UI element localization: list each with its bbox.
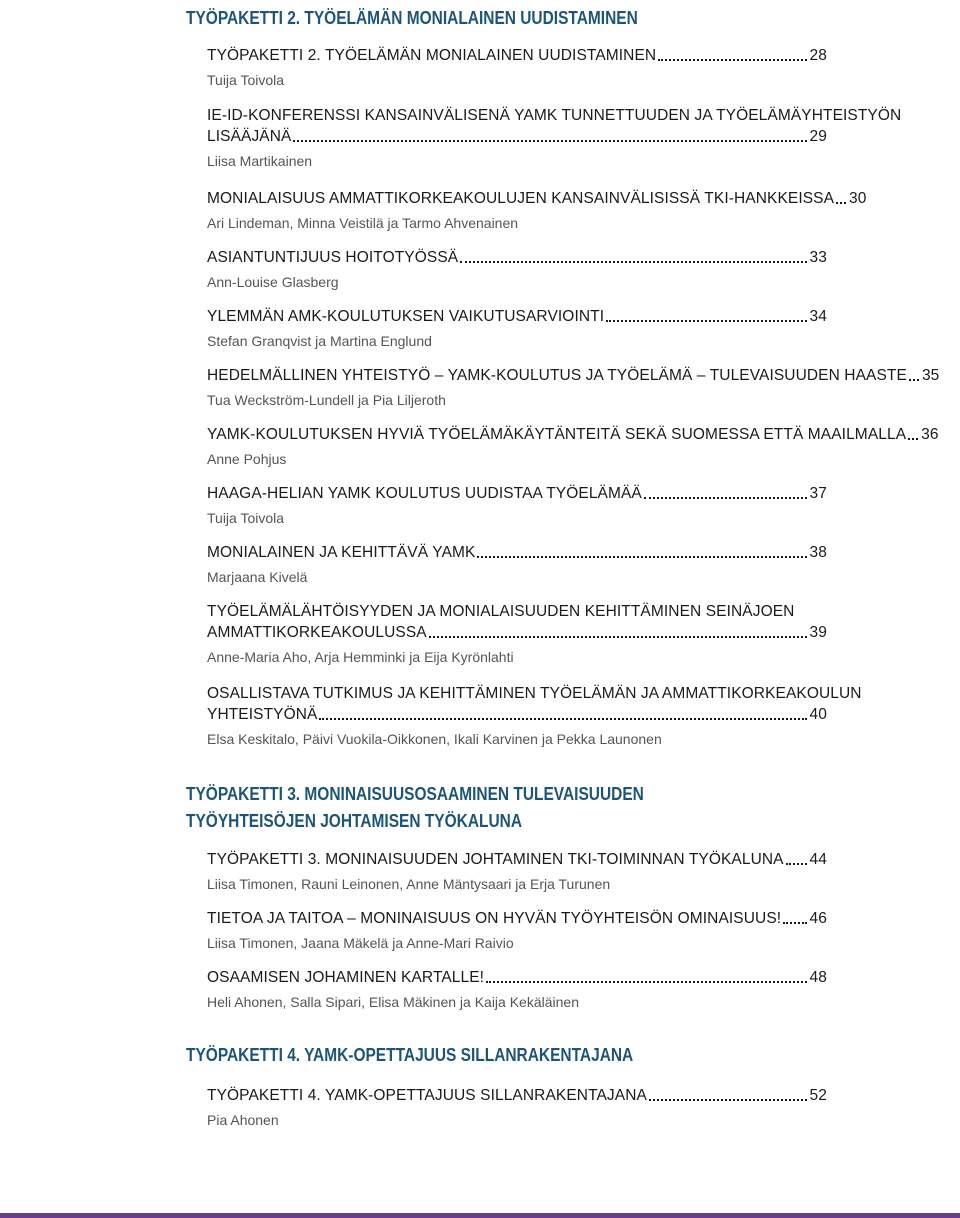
entry-authors: Stefan Granqvist ja Martina Englund <box>207 333 432 349</box>
entry-authors: Anne-Maria Aho, Arja Hemminki ja Eija Kyrönlahti <box>207 649 514 665</box>
page-number: 36 <box>921 426 939 443</box>
entry-title: YLEMMÄN AMK-KOULUTUKSEN VAIKUTUSARVIOINTI <box>207 308 605 325</box>
entry-title: OSAAMISEN JOHAMINEN KARTALLE! <box>207 969 485 986</box>
page-number: 30 <box>849 190 867 207</box>
page-number: 48 <box>809 969 827 986</box>
dot-leader <box>658 59 806 61</box>
section-title: TYÖPAKETTI 4. YAMK-OPETTAJUUS SILLANRAKENTAJANA <box>186 1045 634 1065</box>
page-number: 52 <box>809 1087 827 1104</box>
entry-title-row <box>207 105 902 147</box>
dot-leader <box>909 379 919 381</box>
page-number: 29 <box>809 128 827 145</box>
entry-title: HEDELMÄLLINEN YHTEISTYÖ – YAMK-KOULUTUS JA TYÖELÄMÄ – TULEVAISUUDEN HAASTE <box>207 367 907 384</box>
entry-authors: Heli Ahonen, Salla Sipari, Elisa Mäkinen ja Kaija Kekäläinen <box>207 994 579 1010</box>
dot-leader <box>783 922 806 924</box>
dot-leader <box>606 320 806 322</box>
dot-leader <box>319 718 806 720</box>
entry-title: TYÖPAKETTI 2. TYÖELÄMÄN MONIALAINEN UUDISTAMINEN <box>207 47 657 64</box>
entry-title-line-2: LISÄÄJÄNÄ <box>207 128 292 145</box>
entry-title-line-1: IE-ID-KONFERENSSI KANSAINVÄLISENÄ YAMK TUNNETTUUDEN JA TYÖELÄMÄYHTEISTYÖN <box>207 107 902 124</box>
entry-title-row <box>207 365 940 386</box>
page-number: 38 <box>809 544 827 561</box>
dot-leader <box>786 863 807 865</box>
page-number: 34 <box>809 308 827 325</box>
entry-authors: Elsa Keskitalo, Päivi Vuokila-Oikkonen, Ikali Karvinen ja Pekka Launonen <box>207 731 662 747</box>
page-number: 40 <box>809 706 827 723</box>
toc-entry[interactable] <box>207 1085 827 1130</box>
page-number: 39 <box>809 624 827 641</box>
page-number: 35 <box>921 367 940 384</box>
entry-title-row <box>207 188 867 209</box>
page-number: 33 <box>809 249 827 266</box>
toc-entry[interactable] <box>207 849 827 894</box>
entry-title: MONIALAISUUS AMMATTIKORKEAKOULUJEN KANSAINVÄLISISSÄ TKI-HANKKEISSA <box>207 190 835 207</box>
entry-title-row <box>207 908 827 929</box>
entry-title-row <box>207 247 827 268</box>
entry-authors: Ari Lindeman, Minna Veistilä ja Tarmo Ahvenainen <box>207 215 519 231</box>
entry-title: HAAGA-HELIAN YAMK KOULUTUS UUDISTAA TYÖELÄMÄÄ <box>207 485 642 502</box>
entry-title-row <box>207 424 939 445</box>
dot-leader <box>477 556 806 558</box>
toc-entry[interactable] <box>207 483 827 528</box>
entry-title-row <box>207 967 827 988</box>
entry-authors: Marjaana Kivelä <box>207 569 308 585</box>
dot-leader <box>836 202 846 204</box>
dot-leader <box>293 140 806 142</box>
dot-leader <box>908 438 918 440</box>
entry-title-row <box>207 483 827 504</box>
entry-title: TYÖPAKETTI 3. MONINAISUUDEN JOHTAMINEN TKI-TOIMINNAN TYÖKALUNA <box>207 851 784 868</box>
toc-entry[interactable] <box>207 105 902 171</box>
entry-title: YAMK-KOULUTUKSEN HYVIÄ TYÖELÄMÄKÄYTÄNTEITÄ SEKÄ SUOMESSA ETTÄ MAAILMALLA <box>207 426 907 443</box>
entry-title-line-2: AMMATTIKORKEAKOULUSSA <box>207 624 427 641</box>
toc-entry[interactable] <box>207 601 827 667</box>
entry-title-row <box>207 45 827 66</box>
dot-leader <box>429 636 807 638</box>
toc-entry[interactable] <box>207 247 827 292</box>
entry-title-line-2: YHTEISTYÖNÄ <box>207 706 318 723</box>
entry-authors: Liisa Martikainen <box>207 153 313 169</box>
dot-leader <box>460 261 806 263</box>
entry-title-row <box>207 601 827 643</box>
entry-authors: Tua Weckström-Lundell ja Pia Liljeroth <box>207 392 446 408</box>
entry-title-row <box>207 849 827 870</box>
entry-title-line-1: OSALLISTAVA TUTKIMUS JA KEHITTÄMINEN TYÖELÄMÄN JA AMMATTIKORKEAKOULUN <box>207 685 862 702</box>
entry-authors: Anne Pohjus <box>207 451 287 467</box>
entry-title: ASIANTUNTIJUUS HOITOTYÖSSÄ <box>207 249 459 266</box>
entry-title-row <box>207 1085 827 1106</box>
dot-leader <box>644 497 807 499</box>
page-number: 44 <box>809 851 827 868</box>
footer-rule <box>0 1213 960 1218</box>
toc-entry[interactable] <box>207 188 867 233</box>
page-number: 28 <box>809 47 827 64</box>
page-number: 37 <box>809 485 827 502</box>
toc-entry[interactable] <box>207 424 939 469</box>
toc-entry[interactable] <box>207 908 827 953</box>
entry-title-row <box>207 306 827 327</box>
entry-authors: Ann-Louise Glasberg <box>207 274 339 290</box>
section-title: TYÖPAKETTI 3. MONINAISUUSOSAAMINEN TULEVAISUUDEN TYÖYHTEISÖJEN JOHTAMISEN TYÖKALUNA <box>186 784 644 831</box>
entry-title: TIETOA JA TAITOA – MONINAISUUS ON HYVÄN TYÖYHTEISÖN OMINAISUUS! <box>207 910 782 927</box>
toc-entry[interactable] <box>207 306 827 351</box>
dot-leader <box>486 981 806 983</box>
dot-leader <box>649 1099 807 1101</box>
toc-entry[interactable] <box>207 542 827 587</box>
toc-entry[interactable] <box>207 365 940 410</box>
toc-entry[interactable] <box>207 683 862 749</box>
entry-authors: Liisa Timonen, Rauni Leinonen, Anne Mäntysaari ja Erja Turunen <box>207 876 611 892</box>
section-title: TYÖPAKETTI 2. TYÖELÄMÄN MONIALAINEN UUDISTAMINEN <box>186 8 638 28</box>
page-number: 46 <box>809 910 827 927</box>
entry-authors: Liisa Timonen, Jaana Mäkelä ja Anne-Mari Raivio <box>207 935 514 951</box>
toc-entry[interactable] <box>207 967 827 1012</box>
entry-title-row <box>207 683 862 725</box>
entry-authors: Pia Ahonen <box>207 1112 279 1128</box>
entry-authors: Tuija Toivola <box>207 72 285 88</box>
toc-entry[interactable] <box>207 45 827 90</box>
entry-title-line-1: TYÖELÄMÄLÄHTÖISYYDEN JA MONIALAISUUDEN KEHITTÄMINEN SEINÄJOEN <box>207 603 795 620</box>
entry-authors: Tuija Toivola <box>207 510 285 526</box>
entry-title: TYÖPAKETTI 4. YAMK-OPETTAJUUS SILLANRAKENTAJANA <box>207 1087 647 1104</box>
entry-title-row <box>207 542 827 563</box>
entry-title: MONIALAINEN JA KEHITTÄVÄ YAMK <box>207 544 476 561</box>
